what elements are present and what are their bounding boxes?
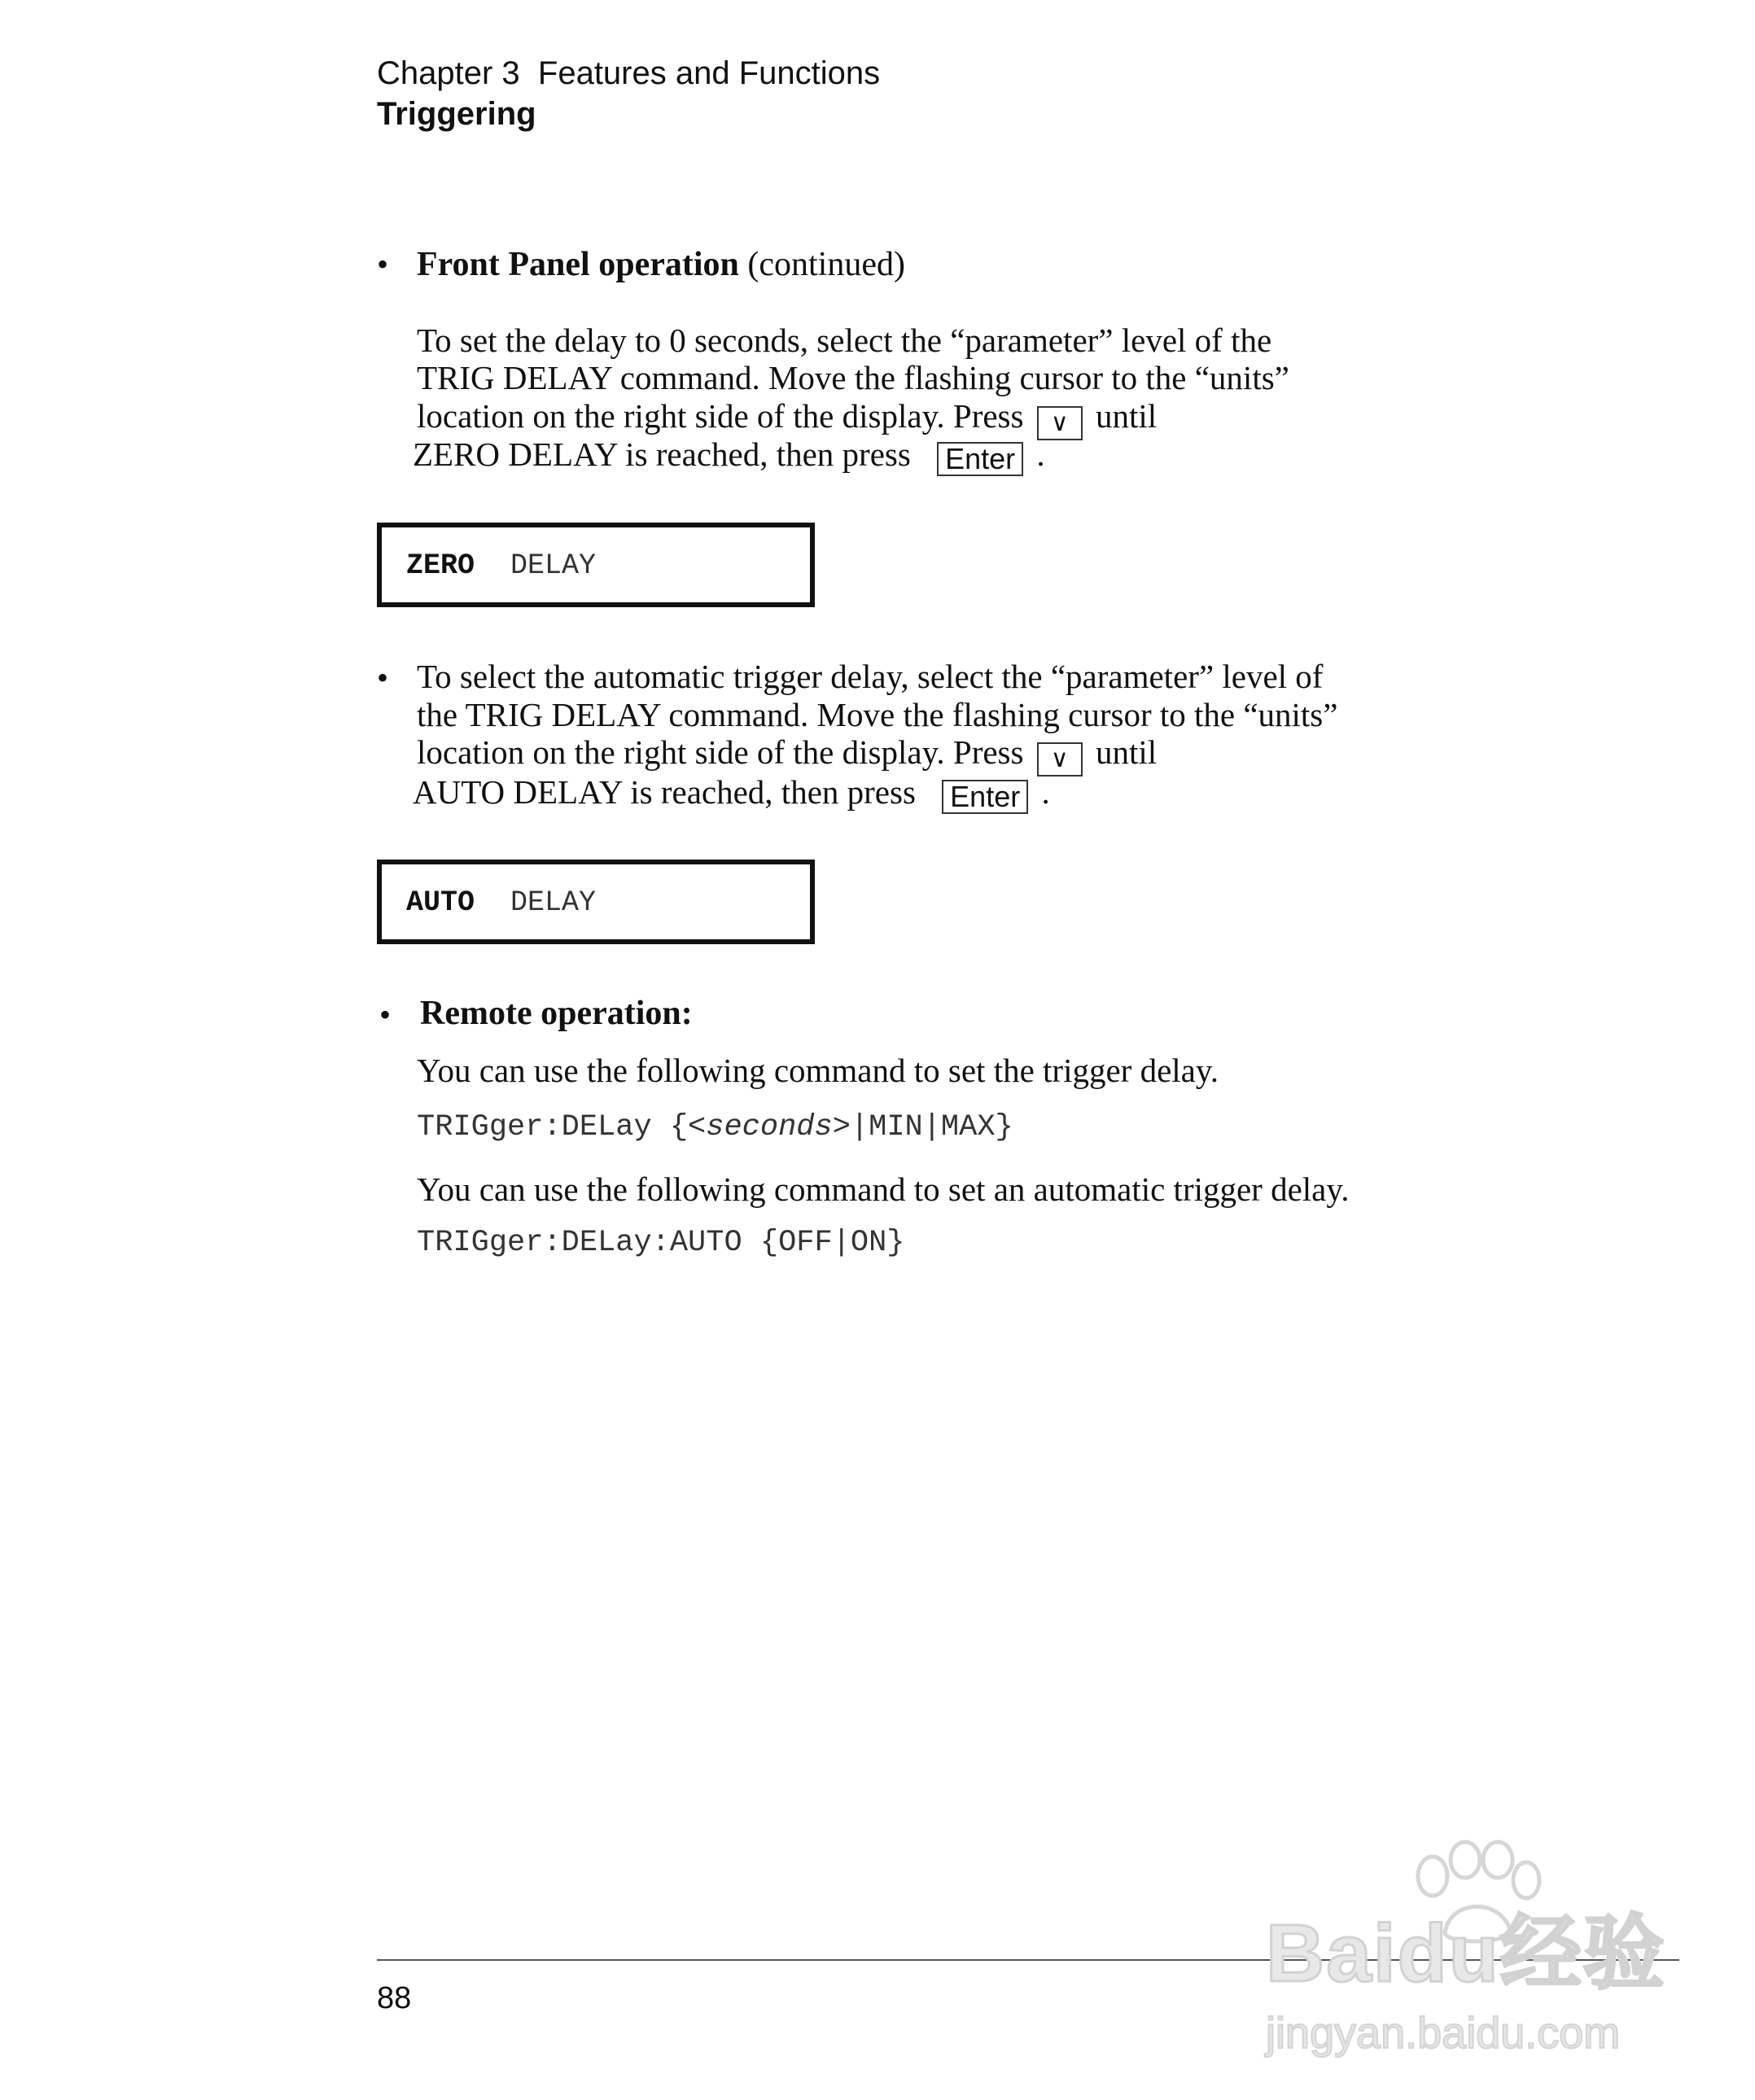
watermark-url: jingyan.baidu.com: [1266, 2009, 1621, 2058]
display-zero-delay: [377, 523, 815, 607]
para2-line4: [413, 773, 1050, 814]
para1-line3-post: until: [1095, 397, 1158, 435]
chapter-title: Chapter 3 Features and Functions: [377, 55, 881, 91]
cmd1-pre: TRIGger:DELay {<: [417, 1110, 707, 1144]
para2-line4-post: .: [1041, 773, 1050, 811]
para2-line3: [417, 733, 1157, 777]
section-title: Triggering: [377, 96, 536, 132]
bullet-marker-3: •: [379, 996, 392, 1033]
display-word2: DELAY: [510, 886, 597, 919]
watermark-logo: Baidu经验: [1266, 1908, 1666, 1999]
para2-line4-pre: AUTO DELAY is reached, then press: [413, 773, 916, 811]
heading-rest: (continued): [747, 246, 905, 283]
down-arrow-key-icon: ∨: [1037, 742, 1083, 777]
display-word2: DELAY: [510, 549, 597, 582]
para1-line4: [413, 435, 1045, 476]
display-word1: ZERO: [406, 549, 475, 582]
page-number: 88: [377, 1981, 412, 2015]
display-word1: AUTO: [406, 886, 475, 919]
remote-heading: Remote operation:: [420, 995, 693, 1032]
front-panel-heading: [417, 246, 905, 283]
heading-bold: Front Panel operation: [417, 246, 739, 283]
para1-line2: TRIG DELAY command. Move the flashing cursor to the “units”: [417, 359, 1289, 396]
cmd1-param: seconds: [706, 1110, 833, 1144]
para1-line4-pre: ZERO DELAY is reached, then press: [413, 435, 911, 473]
bullet-marker: •: [377, 246, 389, 282]
down-arrow-key-icon: ∨: [1037, 406, 1083, 440]
para1-line4-post: .: [1036, 435, 1045, 473]
para1-line3: [417, 397, 1157, 440]
enter-key: Enter: [942, 780, 1028, 814]
bullet-marker-2: •: [377, 659, 389, 696]
enter-key: Enter: [937, 442, 1023, 476]
command-trigger-delay-auto: TRIGger:DELay:AUTO {OFF|ON}: [417, 1226, 905, 1260]
para2-line2: the TRIG DELAY command. Move the flashing cursor to the “units”: [417, 696, 1338, 733]
display-auto-delay: [377, 860, 815, 944]
para2-line1: To select the automatic trigger delay, select the “parameter” level of: [417, 658, 1324, 695]
remote-text-2: You can use the following command to set an automatic trigger delay.: [417, 1170, 1350, 1208]
remote-text-1: You can use the following command to set the trigger delay.: [417, 1052, 1219, 1089]
para1-line3-pre: location on the right side of the display. Press: [417, 397, 1024, 435]
cmd1-post: >|MIN|MAX}: [832, 1110, 1013, 1144]
command-trigger-delay: [417, 1109, 1013, 1146]
para2-line3-post: until: [1095, 733, 1158, 771]
para2-line3-pre: location on the right side of the display. Press: [417, 733, 1024, 771]
para1-line1: To set the delay to 0 seconds, select the “parameter” level of the: [417, 322, 1272, 359]
